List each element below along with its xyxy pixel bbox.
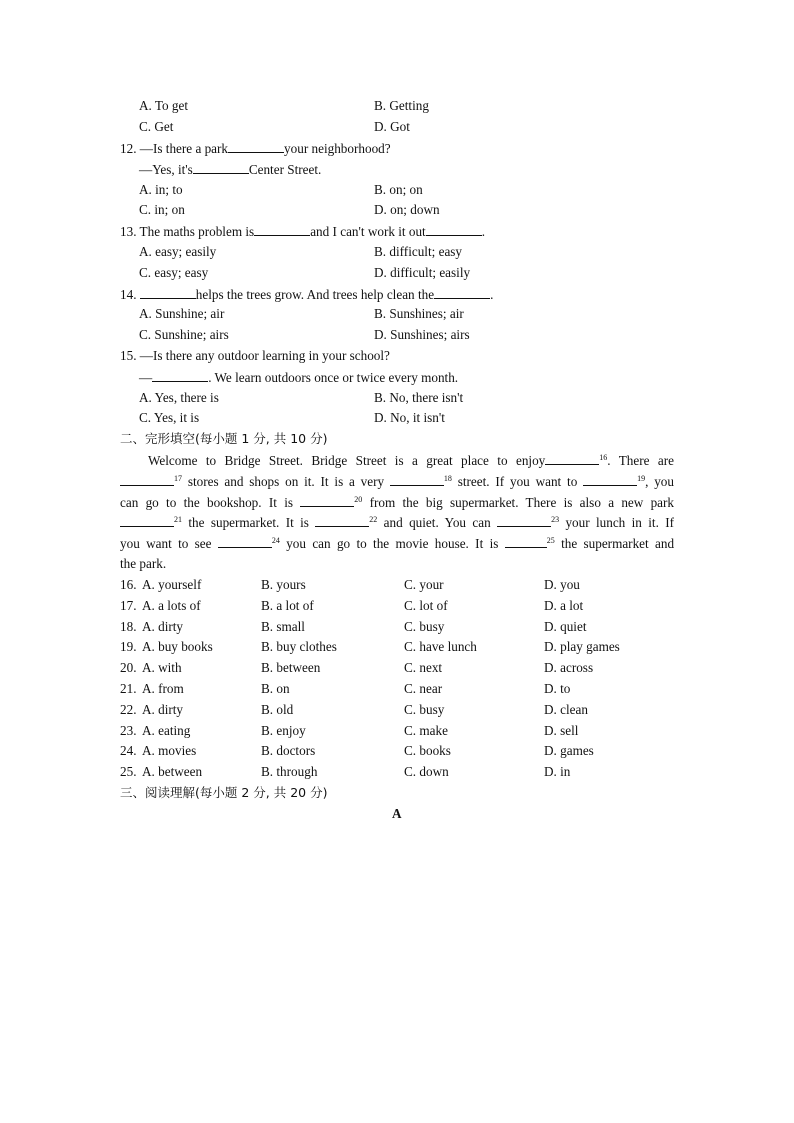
- q12-option-b: B. on; on: [374, 182, 423, 197]
- q11-option-b: B. Getting: [374, 98, 429, 113]
- option-c[interactable]: C. make: [404, 723, 448, 738]
- option-d[interactable]: D. across: [544, 660, 594, 675]
- answer-blank[interactable]: [120, 514, 174, 527]
- option-b[interactable]: B. old: [261, 702, 294, 717]
- option-d[interactable]: D. play games: [544, 639, 620, 654]
- passage-line-1: Welcome to Bridge Street. Bridge Street is a great place to enjoy $^{16}$. There are: [148, 453, 674, 468]
- q15-option-c: C. Yes, it is: [139, 410, 200, 425]
- q13-option-a: A. easy; easily: [139, 244, 217, 259]
- passage-line-5: you want to see $^{24}$ you can go to the movie house. It is $^{25}$ the supermarket and: [120, 536, 675, 551]
- option-d[interactable]: D. games: [544, 743, 594, 758]
- passage-line-2: $^{17}$ stores and shops on it. It is a very $^{18}$ street. If you want to $^{19}$, you: [120, 473, 674, 490]
- option-number: 20.: [120, 660, 137, 675]
- option-number: 22.: [120, 702, 137, 717]
- option-d[interactable]: D. clean: [544, 702, 588, 717]
- answer-blank[interactable]: [254, 223, 310, 236]
- passage-line-3: can go to the bookshop. It is $^{20}$ from the big supermarket. There is also a new park: [120, 495, 675, 510]
- q11-option-d: D. Got: [374, 119, 410, 134]
- option-c[interactable]: C. lot of: [404, 598, 448, 613]
- option-b[interactable]: B. through: [261, 764, 318, 779]
- answer-blank[interactable]: [218, 535, 272, 548]
- answer-blank[interactable]: [300, 494, 354, 507]
- passage-a-heading: A: [392, 806, 402, 821]
- q13-stem: 13. The maths problem is and I can't work it out .: [120, 224, 486, 239]
- option-b[interactable]: B. enjoy: [261, 723, 306, 738]
- option-number: 25.: [120, 764, 137, 779]
- option-b[interactable]: B. on: [261, 681, 290, 696]
- option-d[interactable]: D. you: [544, 577, 580, 592]
- answer-blank[interactable]: [193, 161, 249, 174]
- option-d[interactable]: D. a lot: [544, 598, 584, 613]
- option-number: 17.: [120, 598, 137, 613]
- q15-option-a: A. Yes, there is: [139, 390, 219, 405]
- q15-stem: 15. —Is there any outdoor learning in your school?: [120, 348, 390, 363]
- q15-option-b: B. No, there isn't: [374, 390, 464, 405]
- option-number: 21.: [120, 681, 137, 696]
- option-number: 19.: [120, 639, 137, 654]
- option-b[interactable]: B. buy clothes: [261, 639, 337, 654]
- answer-blank[interactable]: [140, 286, 196, 299]
- answer-blank[interactable]: [315, 514, 369, 527]
- q14-option-c: C. Sunshine; airs: [139, 327, 229, 342]
- option-a[interactable]: A. with: [142, 660, 182, 675]
- q14-option-d: D. Sunshines; airs: [374, 327, 470, 342]
- option-b[interactable]: B. doctors: [261, 743, 316, 758]
- option-c[interactable]: C. busy: [404, 619, 445, 634]
- answer-blank[interactable]: [152, 369, 208, 382]
- answer-blank[interactable]: [545, 452, 599, 465]
- q12-option-a: A. in; to: [139, 182, 183, 197]
- q14-option-b: B. Sunshines; air: [374, 306, 464, 321]
- answer-blank[interactable]: [390, 473, 444, 486]
- option-a[interactable]: A. a lots of: [142, 598, 201, 613]
- passage-line-4: $^{21}$ the supermarket. It is $^{22}$ and quiet. You can $^{23}$ your lunch in it. If: [120, 514, 674, 531]
- q15-response: — . We learn outdoors once or twice every month.: [139, 370, 459, 385]
- option-d[interactable]: D. to: [544, 681, 571, 696]
- answer-blank[interactable]: [426, 223, 482, 236]
- answer-blank[interactable]: [583, 473, 637, 486]
- option-c[interactable]: C. next: [404, 660, 443, 675]
- q11-option-a: A. To get: [139, 98, 189, 113]
- answer-blank[interactable]: [497, 514, 551, 527]
- q14-option-a: A. Sunshine; air: [139, 306, 225, 321]
- section2-title: 二、完形填空(每小题 1 分, 共 10 分): [120, 431, 328, 446]
- option-a[interactable]: A. movies: [142, 743, 197, 758]
- option-b[interactable]: B. yours: [261, 577, 306, 592]
- option-b[interactable]: B. small: [261, 619, 305, 634]
- passage-line-6: the park.: [120, 556, 167, 571]
- option-number: 23.: [120, 723, 137, 738]
- option-b[interactable]: B. a lot of: [261, 598, 314, 613]
- option-c[interactable]: C. near: [404, 681, 443, 696]
- option-d[interactable]: D. quiet: [544, 619, 587, 634]
- q12-response: —Yes, it's Center Street.: [139, 162, 322, 177]
- q15-option-d: D. No, it isn't: [374, 410, 445, 425]
- section3-title: 三、阅读理解(每小题 2 分, 共 20 分): [120, 785, 328, 800]
- option-b[interactable]: B. between: [261, 660, 321, 675]
- q13-option-d: D. difficult; easily: [374, 265, 471, 280]
- option-number: 24.: [120, 743, 137, 758]
- option-c[interactable]: C. busy: [404, 702, 445, 717]
- option-a[interactable]: A. dirty: [142, 619, 184, 634]
- option-a[interactable]: A. eating: [142, 723, 191, 738]
- answer-blank[interactable]: [434, 286, 490, 299]
- option-number: 18.: [120, 619, 137, 634]
- option-a[interactable]: A. from: [142, 681, 184, 696]
- q14-stem: 14. helps the trees grow. And trees help clean the .: [120, 287, 494, 302]
- q13-option-b: B. difficult; easy: [374, 244, 463, 259]
- q12-option-c: C. in; on: [139, 202, 185, 217]
- option-c[interactable]: C. your: [404, 577, 444, 592]
- answer-blank[interactable]: [228, 140, 284, 153]
- option-c[interactable]: C. have lunch: [404, 639, 477, 654]
- answer-blank[interactable]: [120, 473, 174, 486]
- option-c[interactable]: C. books: [404, 743, 451, 758]
- option-d[interactable]: D. in: [544, 764, 571, 779]
- q12-stem: 12. —Is there a park your neighborhood?: [120, 141, 391, 156]
- option-d[interactable]: D. sell: [544, 723, 579, 738]
- q12-option-d: D. on; down: [374, 202, 440, 217]
- q13-option-c: C. easy; easy: [139, 265, 209, 280]
- option-number: 16.: [120, 577, 137, 592]
- option-a[interactable]: A. between: [142, 764, 203, 779]
- option-a[interactable]: A. dirty: [142, 702, 184, 717]
- q11-option-c: C. Get: [139, 119, 174, 134]
- option-c[interactable]: C. down: [404, 764, 449, 779]
- answer-blank[interactable]: [505, 535, 547, 548]
- option-a[interactable]: A. buy books: [142, 639, 213, 654]
- option-a[interactable]: A. yourself: [142, 577, 202, 592]
